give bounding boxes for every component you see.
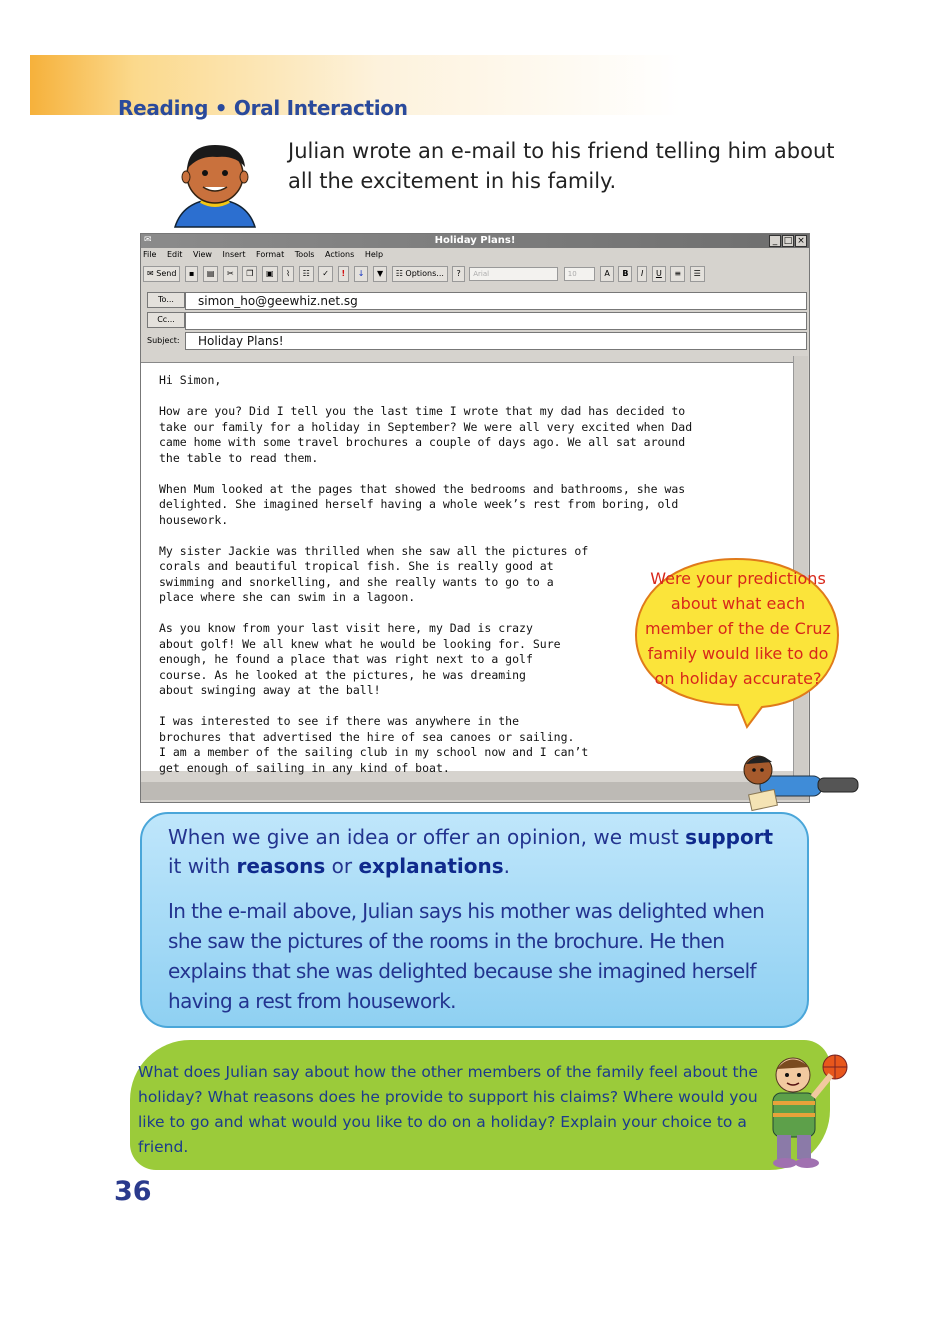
- options-label: Options...: [405, 269, 444, 278]
- size-value: 10: [567, 270, 577, 278]
- to-button[interactable]: [147, 292, 185, 308]
- to-label: To...: [158, 295, 174, 304]
- bold-icon[interactable]: B: [618, 266, 632, 282]
- importance-high-icon[interactable]: !: [338, 266, 350, 282]
- keyword-support: support: [685, 825, 774, 849]
- cc-button[interactable]: [147, 312, 185, 328]
- save-icon[interactable]: ▪: [185, 266, 198, 282]
- intro-text: Julian wrote an e-mail to his friend telling him about all the excitement in his family.: [288, 139, 835, 193]
- menu-view[interactable]: View: [192, 250, 212, 259]
- copy-icon[interactable]: ❐: [242, 266, 257, 282]
- subject-label: Subject:: [147, 336, 180, 345]
- cc-field[interactable]: [185, 312, 807, 330]
- flag-icon[interactable]: ▼: [373, 266, 387, 282]
- window-controls: [768, 235, 807, 247]
- subject-value: Holiday Plans!: [198, 334, 284, 348]
- italic-icon[interactable]: I: [637, 266, 647, 282]
- close-icon[interactable]: ×: [795, 235, 807, 247]
- keyword-reasons: reasons: [236, 854, 326, 878]
- to-value: simon_ho@geewhiz.net.sg: [198, 294, 358, 308]
- cc-label: Cc...: [157, 315, 175, 324]
- subject-field[interactable]: [185, 332, 807, 350]
- activity-text: What does Julian say about how the other members of the family feel about the holiday? What reasons does he provide to support his claims? Where would you like to go and what would you like to do on a holiday? Explain your choice to a friend.: [138, 1063, 758, 1156]
- align-icon[interactable]: ≡: [670, 266, 685, 282]
- minimize-icon[interactable]: _: [769, 235, 781, 247]
- menu-actions[interactable]: Actions: [325, 250, 355, 259]
- keyword-explanations: explanations: [358, 854, 504, 878]
- menu-format[interactable]: Format: [256, 250, 285, 259]
- window-title: Holiday Plans!: [434, 235, 516, 246]
- info-text-part: When we give an idea or offer an opinion, we must: [168, 825, 686, 849]
- bullets-icon[interactable]: ☰: [690, 266, 705, 282]
- basketball-kid-illustration: [755, 1045, 850, 1170]
- cut-icon[interactable]: ✂: [223, 266, 238, 282]
- menu-edit[interactable]: Edit: [166, 250, 183, 259]
- to-field[interactable]: [185, 292, 807, 310]
- message-text: Hi Simon, How are you? Did I tell you the last time I wrote that my dad has decided to take our family for a holiday in September? We were all very excited when Dad came home with some travel brochures a couple of days ago. We all sat around the table to read them. When Mum looked at the pages that showed the bedrooms and bathrooms, she was delighted. She imagined herself having a whole week’s rest from boring, old housework. My sister Jackie was thrilled when she saw all the pictures of corals and beautiful tropical fish. She is really good at swimming and snorkelling, and she really wants to go to a place where she can swim in a lagoon. As you know from your last visit here, my Dad is crazy about golf! We all knew what he would be looking for. Sure enough, he found a place that was right next to a golf course. As he looked at the pictures, he was dreaming about swinging away at the ball! I was interested to see if there was anywhere in the brochures that advertised the hire of sea canoes or sailing. I am a member of the sailing club in my school now and I can’t get enough of sailing in any kind of boat.: [159, 373, 693, 775]
- size-select[interactable]: [564, 267, 595, 281]
- check-names-icon[interactable]: ✓: [318, 266, 333, 282]
- info-paragraph-1: [168, 823, 788, 881]
- maximize-icon[interactable]: □: [783, 236, 793, 246]
- paste-icon[interactable]: ▣: [262, 266, 278, 282]
- status-bar: [141, 782, 809, 800]
- font-select[interactable]: [469, 267, 558, 281]
- section-title: Reading • Oral Interaction: [118, 96, 408, 120]
- info-text-part: or: [325, 854, 359, 878]
- options-button[interactable]: ☷ Options...: [392, 266, 448, 282]
- window-titlebar: [141, 234, 809, 248]
- menu-file[interactable]: File: [143, 250, 157, 259]
- send-button[interactable]: ✉ Send: [143, 266, 180, 282]
- font-value: Arial: [473, 270, 490, 278]
- page-number: 36: [114, 1176, 152, 1207]
- attach-icon[interactable]: ⌇: [282, 266, 294, 282]
- menu-help[interactable]: Help: [364, 250, 384, 259]
- info-text-part: it with: [168, 854, 237, 878]
- julian-illustration: [165, 135, 265, 230]
- reading-kid-illustration: [740, 748, 868, 818]
- bubble-text: Were your predictions about what each member of the de Cruz family would like to do on holiday accurate?: [645, 569, 831, 688]
- envelope-icon[interactable]: ✉: [144, 235, 152, 245]
- menu-bar: [143, 250, 391, 264]
- print-icon[interactable]: ▤: [203, 266, 219, 282]
- address-book-icon[interactable]: ☷: [299, 266, 314, 282]
- menu-insert[interactable]: Insert: [222, 250, 246, 259]
- importance-low-icon[interactable]: ↓: [354, 266, 369, 282]
- underline-icon[interactable]: U: [652, 266, 666, 282]
- info-text-part: .: [503, 854, 510, 878]
- menu-tools[interactable]: Tools: [294, 250, 315, 259]
- send-label: Send: [156, 269, 177, 278]
- help-icon[interactable]: ?: [452, 266, 464, 282]
- font-color-icon[interactable]: A: [600, 266, 613, 282]
- info-paragraph-2: In the e-mail above, Julian says his mother was delighted when she saw the pictures of the rooms in the brochure. He then explains that she was delighted because she imagined herself having a rest from housework.: [168, 899, 765, 1013]
- toolbar: [143, 266, 803, 284]
